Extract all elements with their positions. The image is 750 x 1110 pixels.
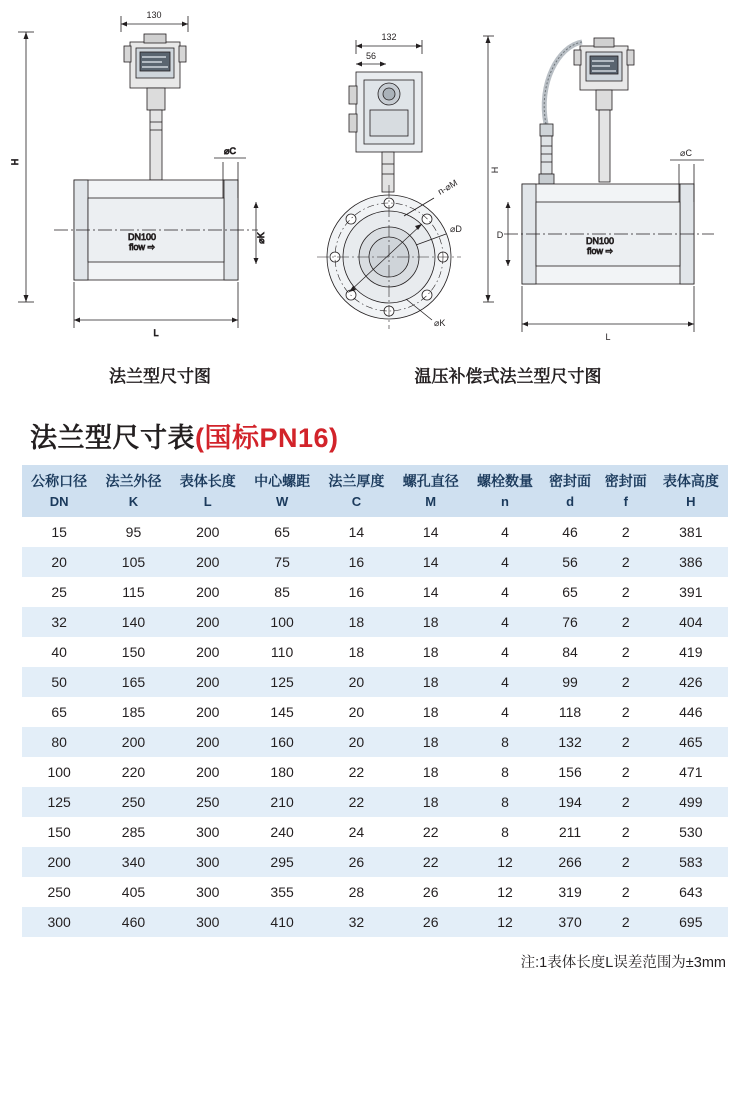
table-row [22,667,728,697]
table-cell: 22 [422,854,439,871]
table-cell: 355 [270,884,294,901]
table-cell: 2 [621,824,630,841]
table-cell: 140 [121,614,146,631]
table-cell: 2 [621,734,630,751]
table-cell: 2 [621,554,630,571]
table-cell: 12 [497,854,513,871]
table-cell: 20 [51,554,67,571]
table-cell: 18 [348,614,365,631]
table-cell: 99 [562,674,578,691]
drawings-panel [0,0,750,400]
diameter-d-label: ⌀D [450,224,462,234]
right-bore-label: ⌀C [680,148,692,158]
col-header-l: 表体长度 L [171,465,245,517]
table-row [22,517,728,547]
table-cell: 410 [270,914,294,931]
right-height-label: H [490,166,500,174]
table-cell: 20 [348,734,365,751]
table-row [22,637,728,667]
table-cell: 695 [679,914,703,931]
right-length-label: L [605,332,611,342]
table-row [22,757,728,787]
table-cell: 295 [270,854,294,871]
middle-top-dimension: 132 [381,32,397,42]
col-header-w: 中心螺距 W [245,465,319,517]
col-header-c: 法兰厚度 C [319,465,393,517]
table-cell: 56 [562,554,578,571]
table-cell: 419 [679,644,703,661]
table-cell: 32 [51,614,67,631]
table-cell: 381 [679,524,703,541]
table-cell: 65 [562,584,578,601]
table-cell: 8 [501,764,509,781]
table-row [22,727,728,757]
flange-face-dimension-drawing [294,2,494,362]
table-cell: 12 [497,914,513,931]
table-cell: 499 [679,794,703,811]
table-cell: 426 [679,674,703,691]
table-cell: 2 [621,884,630,901]
table-cell: 46 [562,524,578,541]
table-cell: 200 [196,764,220,781]
table-cell: 26 [422,884,439,901]
bolt-count-label: n-⌀M [436,177,460,197]
table-row [22,787,728,817]
table-cell: 2 [621,524,630,541]
table-cell: 160 [270,734,294,751]
table-cell: 16 [348,584,365,601]
table-cell: 100 [47,764,71,781]
col-header-m: 螺孔直径 M [394,465,468,517]
table-header-row [22,465,728,517]
table-cell: 446 [679,704,703,721]
table-cell: 32 [348,914,365,931]
table-cell: 300 [196,884,220,901]
table-cell: 460 [121,914,146,931]
table-cell: 240 [270,824,294,841]
table-cell: 471 [679,764,703,781]
table-cell: 194 [558,794,582,811]
table-cell: 4 [501,554,509,571]
table-note: 注:1表体长度L误差范围为±3mm [520,955,726,972]
caption-tp-compensated-flange-type: 温压补偿式法兰型尺寸图 [414,367,602,386]
table-cell: 12 [497,884,513,901]
table-cell: 266 [558,854,582,871]
table-cell: 115 [122,584,145,601]
table-cell: 4 [501,584,509,601]
table-cell: 200 [121,734,146,751]
table-cell: 185 [121,704,146,721]
table-cell: 4 [501,614,509,631]
table-cell: 20 [348,674,365,691]
table-cell: 200 [196,554,220,571]
dimension-table [22,465,728,937]
table-cell: 200 [196,704,220,721]
table-row [22,817,728,847]
temperature-pressure-compensated-flange-drawing [482,2,750,362]
table-cell: 18 [422,614,439,631]
table-cell: 8 [501,824,509,841]
table-cell: 125 [47,794,71,811]
table-cell: 4 [501,704,509,721]
svg-text:⌀K: ⌀K [256,232,266,244]
table-cell: 76 [562,614,578,631]
table-cell: 2 [621,644,630,661]
table-cell: 2 [621,764,630,781]
table-cell: 40 [51,644,67,661]
table-cell: 22 [422,824,439,841]
svg-text:flow ⇨: flow ⇨ [586,246,614,256]
table-cell: 16 [348,554,365,571]
table-cell: 386 [679,554,703,571]
table-cell: 340 [121,854,146,871]
table-cell: 220 [121,764,146,781]
table-cell: 100 [270,614,294,631]
left-top-dimension: 130 [146,10,162,20]
table-cell: 28 [348,884,365,901]
table-cell: 2 [621,674,630,691]
table-cell: 250 [121,794,146,811]
table-cell: 150 [47,824,71,841]
table-row [22,577,728,607]
col-header-f: 密封面 f [598,465,654,517]
table-row [22,697,728,727]
table-cell: 530 [679,824,703,841]
table-cell: 15 [51,524,67,541]
table-cell: 22 [348,794,365,811]
table-cell: 165 [121,674,146,691]
table-cell: 18 [422,644,439,661]
table-cell: 180 [270,764,294,781]
page-title-main: 法兰型尺寸表 [30,423,195,453]
table-cell: 370 [558,914,582,931]
table-cell: 18 [422,704,439,721]
table-cell: 2 [621,584,630,601]
drawing-captions [0,362,750,387]
diameter-k-label: ⌀K [434,318,446,328]
table-head [22,465,728,517]
table-cell: 200 [196,644,220,661]
table-cell: 18 [422,764,439,781]
svg-text:DN100: DN100 [127,232,157,242]
table-cell: 300 [196,914,220,931]
col-header-h: 表体高度 H [654,465,728,517]
table-cell: 319 [558,884,582,901]
table-cell: 285 [121,824,146,841]
table-cell: 150 [121,644,146,661]
table-row [22,907,728,937]
table-cell: 26 [348,854,365,871]
table-cell: 125 [270,674,294,691]
caption-flange-type: 法兰型尺寸图 [109,367,211,386]
table-row [22,607,728,637]
table-row [22,547,728,577]
table-row [22,847,728,877]
flange-type-dimension-drawing [4,2,304,362]
table-cell: 14 [422,524,439,541]
table-cell: 583 [679,854,703,871]
right-diameter-label: D [496,230,504,240]
table-cell: 105 [121,554,146,571]
table-cell: 110 [270,644,294,661]
table-cell: 300 [47,914,71,931]
page-title [30,416,750,455]
table-cell: 250 [47,884,71,901]
table-cell: 14 [422,584,439,601]
table-cell: 8 [501,794,509,811]
table-cell: 210 [270,794,294,811]
table-cell: 2 [621,614,630,631]
table-cell: 4 [501,674,509,691]
svg-text:L: L [153,328,159,338]
table-cell: 200 [196,614,220,631]
table-cell: 8 [501,734,509,751]
table-cell: 14 [422,554,439,571]
table-cell: 18 [348,644,365,661]
table-cell: 132 [558,734,582,751]
table-cell: 95 [125,524,142,541]
table-cell: 300 [196,824,220,841]
svg-text:flow ⇨: flow ⇨ [128,242,156,252]
svg-text:DN100: DN100 [585,236,615,246]
table-cell: 18 [422,674,439,691]
table-cell: 404 [679,614,703,631]
table-cell: 4 [501,524,509,541]
table-cell: 75 [274,554,290,571]
col-header-n: 螺栓数量 n [468,465,542,517]
table-cell: 4 [501,644,509,661]
table-cell: 200 [196,734,220,751]
table-cell: 300 [196,854,220,871]
table-cell: 643 [679,884,703,901]
table-cell: 405 [121,884,146,901]
table-cell: 200 [196,674,220,691]
table-cell: 18 [422,734,439,751]
table-cell: 145 [270,704,294,721]
table-cell: 200 [196,524,220,541]
table-cell: 85 [274,584,290,601]
table-cell: 2 [621,914,630,931]
svg-text:H: H [10,158,20,166]
table-cell: 250 [196,794,220,811]
table-cell: 24 [348,824,365,841]
table-cell: 200 [196,584,220,601]
table-cell: 2 [621,854,630,871]
table-cell: 65 [51,704,67,721]
table-cell: 2 [621,794,630,811]
table-cell: 50 [51,674,67,691]
table-cell: 211 [558,824,582,841]
table-body [22,517,728,937]
table-cell: 200 [47,854,71,871]
table-cell: 391 [679,584,703,601]
table-cell: 25 [51,584,67,601]
table-cell: 84 [562,644,578,661]
table-cell: 26 [422,914,439,931]
table-cell: 156 [558,764,582,781]
svg-text:⌀C: ⌀C [224,146,236,156]
page-title-standard: (国标PN16) [195,423,339,453]
col-header-k: 法兰外径 K [96,465,170,517]
table-cell: 14 [348,524,365,541]
table-cell: 20 [348,704,365,721]
table-row [22,877,728,907]
table-cell: 65 [274,524,290,541]
table-cell: 118 [558,704,582,721]
table-cell: 22 [348,764,365,781]
table-cell: 80 [51,734,67,751]
col-header-dn: 公称口径 DN [22,465,96,517]
middle-second-dimension: 56 [365,51,377,61]
dimension-table-wrapper [22,465,728,937]
table-cell: 465 [679,734,703,751]
table-cell: 18 [422,794,439,811]
table-cell: 2 [621,704,630,721]
col-header-d: 密封面 d [542,465,598,517]
